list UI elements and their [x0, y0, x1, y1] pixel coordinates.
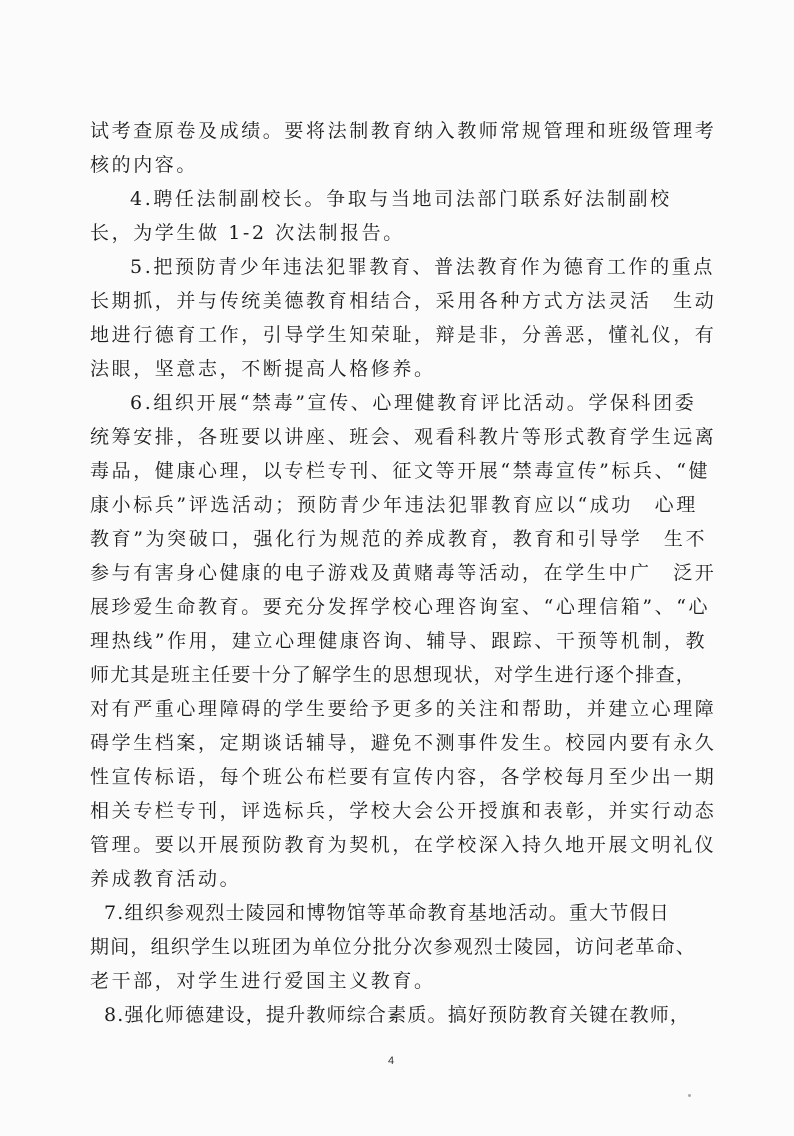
scan-speck: [688, 1094, 691, 1097]
text-line: 期间，组织学生以班团为单位分批分次参观烈士陵园，访问老革命、: [90, 936, 697, 958]
text-line: 老干部，对学生进行爱国主义教育。: [90, 970, 436, 992]
text-line: 长，为学生做 1-2 次法制报告。: [90, 222, 405, 244]
text-line: 核的内容。: [90, 154, 199, 176]
text-line: 对有严重心理障碍的学生要给予更多的关注和帮助，并建立心理障: [90, 698, 717, 720]
text-line: 长期抓，并与传统美德教育相结合，采用各种方式方法灵活 生动: [90, 290, 717, 312]
text-line: 8.强化师德建设，提升教师综合素质。搞好预防教育关键在教师，: [104, 1004, 691, 1026]
text-line: 理热线”作用，建立心理健康咨询、辅导、跟踪、干预等机制，教: [90, 630, 708, 652]
text-line: 试考查原卷及成绩。要将法制教育纳入教师常规管理和班级管理考: [90, 120, 717, 142]
text-line: 康小标兵”评选活动；预防青少年违法犯罪教育应以“成功 心理: [90, 494, 698, 516]
text-line: 养成教育活动。: [90, 868, 242, 890]
text-line: 教育”为突破口，强化行为规范的养成教育，教育和引导学 生不: [90, 528, 708, 550]
text-line: 相关专栏专刊，评选标兵，学校大会公开授旗和表彰，并实行动态: [90, 800, 717, 822]
text-line: 法眼，坚意志，不断提高人格修养。: [90, 358, 436, 380]
text-line: 7.组织参观烈士陵园和博物馆等革命教育基地活动。重大节假日: [104, 902, 670, 924]
text-line: 4.聘任法制副校长。争取与当地司法部门联系好法制副校: [130, 188, 672, 210]
text-line: 性宣传标语，每个班公布栏要有宣传内容，各学校每月至少出一期: [90, 766, 717, 788]
text-line: 5.把预防青少年违法犯罪教育、普法教育作为德育工作的重点: [130, 256, 715, 278]
text-line: 6.组织开展“禁毒”宣传、心理健教育评比活动。学保科团委: [130, 392, 697, 414]
text-line: 地进行德育工作，引导学生知荣耻，辩是非，分善恶，懂礼仪，有: [90, 324, 717, 346]
text-line: 展珍爱生命教育。要充分发挥学校心理咨询室、“心理信箱”、“心: [90, 596, 711, 618]
text-line: 管理。要以开展预防教育为契机，在学校深入持久地开展文明礼仪: [90, 834, 717, 856]
page-number: 4: [388, 1055, 395, 1067]
text-line: 参与有害身心健康的电子游戏及黄赌毒等活动，在学生中广 泛开: [90, 562, 717, 584]
text-line: 碍学生档案，定期谈话辅导，避免不测事件发生。校园内要有永久: [90, 732, 717, 754]
text-line: 师尤其是班主任要十分了解学生的思想现状，对学生进行逐个排查，: [90, 664, 697, 686]
text-line: 统筹安排，各班要以讲座、班会、观看科教片等形式教育学生远离: [90, 426, 717, 448]
text-line: 毒品，健康心理，以专栏专刊、征文等开展“禁毒宣传”标兵、“健: [90, 460, 711, 482]
